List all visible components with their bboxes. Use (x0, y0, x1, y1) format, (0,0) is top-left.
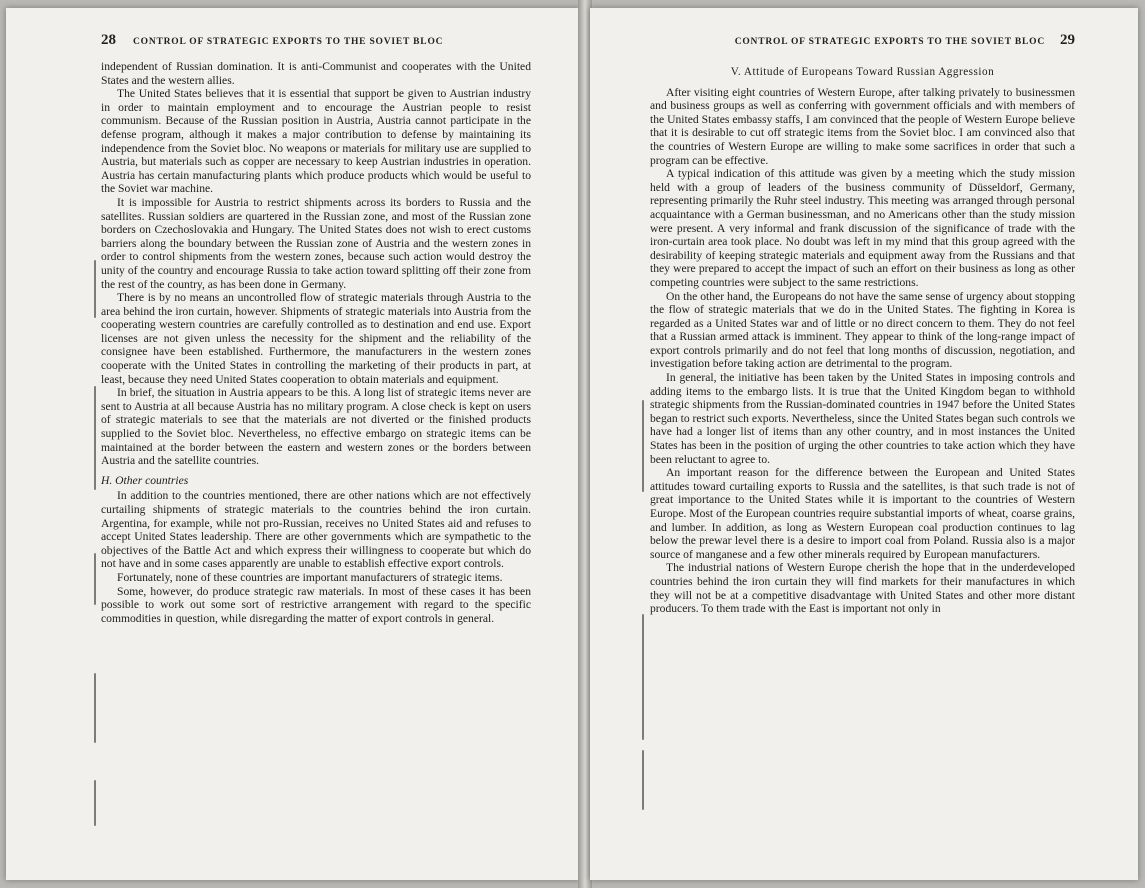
pencil-margin-mark (94, 553, 96, 605)
subheading-other-countries: H. Other countries (101, 473, 189, 487)
left-paragraph-5: In brief, the situation in Austria appears to be this. A long list of strategic items never are sent to Austria at all because Austria has no military program. A close check is kept on users of strategic materials to see that the materials are not diverted or the finished products supplied to the Soviet bloc. Nevertheless, no effective embargo on strategic items can be maintained at the border between the eastern and western zones or the borders between Austria and the satellite countries. (101, 386, 531, 468)
pencil-margin-mark (94, 780, 96, 826)
pencil-margin-mark (642, 614, 644, 740)
right-paragraph-5: An important reason for the difference between the European and United States attitudes toward curtailing exports to Russia and the satellites, is that such trade is not of great importance to the United States while it is important to the countries of Western Europe. Most of the European countries require substantial imports of wheat, coarse grains, and lumber. In addition, as long as Western European coal production continues to lag below the prewar level there is a desire to import coal from Poland. Russia also is a major source of manganese and a few other minerals required by European manufacturers. (650, 466, 1075, 561)
left-page-number: 28 (101, 32, 116, 48)
right-paragraph-2: A typical indication of this attitude was given by a meeting which the study mission held with a group of leaders of the business community of Düsseldorf, Germany, representing primarily the Ruhr steel industry. This meeting was arranged through personal acquaintance with a German businessman, and no Americans other than the study mission were present. A very informal and frank discussion of the significance of trade with the iron-curtain area took place. No doubt was left in my mind that this group agreed with the desirability of keeping strategic materials and equipment away from the Russians and that they were prepared to accept the impact of such an effort on their business as long as other competing countries were subject to the same restrictions. (650, 167, 1075, 289)
right-paragraph-4: In general, the initiative has been taken by the United States in imposing controls and adding items to the embargo lists. It is true that the United Kingdom began to withhold strategic shipments from the Russian-dominated countries in 1947 before the United States began to restrict such exports. Nevertheless, since the United States began such controls we have had a longer list of items than any other country, and in most instances the United States has been in the position of urging the other countries to take action which they have been reluctant to agree to. (650, 371, 1075, 466)
left-running-title: CONTROL OF STRATEGIC EXPORTS TO THE SOVIET BLOC (133, 37, 444, 47)
right-paragraph-3: On the other hand, the Europeans do not have the same sense of urgency about stopping the flow of strategic materials that we do in the United States. The fighting in Korea is regarded as a United States war and of little or no direct concern to them. They do not feel that a Russian armed attack is imminent. They appear to think of the long-range impact of export controls primarily and do not feel that long months of discussion, negotiation, and investigation before taking action are detrimental to the program. (650, 289, 1075, 371)
right-text-column (650, 60, 1075, 616)
right-running-head (690, 32, 1075, 49)
left-paragraph-7: Fortunately, none of these countries are important manufacturers of strategic items. (117, 570, 503, 584)
pencil-margin-mark (642, 400, 644, 492)
section-heading-attitude: V. Attitude of Europeans Toward Russian Aggression (730, 66, 995, 78)
pencil-margin-mark (94, 260, 96, 318)
pencil-margin-mark (94, 386, 96, 490)
pencil-margin-mark (642, 750, 644, 810)
left-page (6, 8, 580, 880)
right-paragraph-6: The industrial nations of Western Europe cherish the hope that in the underdeveloped countries behind the iron curtain they will find markets for their manufactures in which they will not be at a competitive disadvantage with United States and other more distant producers. To them trade with the East is important not only in (650, 561, 1075, 616)
left-paragraph-2: The United States believes that it is essential that support be given to Austrian industry in order to maintain employment and to encourage the Austrian people to resist communism. Because of the Russian position in Austria, Austria cannot participate in the defense program, although it makes a major contribution to defense by maintaining its independence from the Soviet bloc. No weapons or materials for military use are supplied to Austria, but materials such as copper are necessary to keep Austrian industries in operation. Austria has certain manufacturing plants which produce products which would be useful to the Soviet war machine. (101, 87, 531, 196)
left-running-head (101, 32, 531, 49)
right-page-number: 29 (1060, 32, 1075, 48)
right-running-title: CONTROL OF STRATEGIC EXPORTS TO THE SOVIET BLOC (734, 37, 1045, 47)
left-text-column (101, 60, 531, 625)
left-paragraph-1: independent of Russian domination. It is anti-Communist and cooperates with the United States and the western allies. (101, 60, 531, 87)
pencil-margin-mark (94, 673, 96, 743)
left-paragraph-3: It is impossible for Austria to restrict shipments across its borders to Russia and the satellites. Russian soldiers are quartered in the Russian zone, and most of the Russian zone borders on Czechoslovakia and Hungary. The United States does not wish to erect customs barriers along the boundary between the Russian zone of Austria and the western zones in order to control shipments from the western zones, because such action would destroy the unity of the country and encourage Russia to take action toward splitting off their zone from the rest of the country, as has been done in Germany. (101, 195, 531, 291)
right-page (590, 8, 1138, 880)
left-paragraph-6: In addition to the countries mentioned, there are other nations which are not effectively curtailing shipments of strategic materials to the countries behind the iron curtain. Argentina, for example, while not pro-Russian, receives no United States aid and refuses to accept United States leadership. There are other governments which are sympathetic to the objectives of the Battle Act and which express their willingness to cooperate but which do not have and in some cases apparently are unable to establish effective export controls. (101, 489, 531, 571)
left-paragraph-8: Some, however, do produce strategic raw materials. In most of these cases it has been possible to work out some sort of restrictive arrangement with regard to the specific commodities in question, while disregarding the matter of export controls in general. (101, 584, 531, 625)
left-paragraph-4: There is by no means an uncontrolled flow of strategic materials through Austria to the area behind the iron curtain, however. Shipments of strategic materials into Austria from the cooperating western countries are carefully controlled as to destination and end use. Export licenses are not given unless the necessity for the shipment and the reliability of the consignee have been established. Furthermore, the manufacturers in the western zones cooperate with the United States in controlling the marketing of their products in part, at least, because they need United States cooperation to obtain materials and equipment. (101, 291, 531, 386)
right-paragraph-1: After visiting eight countries of Western Europe, after talking privately to businessmen and business groups as well as conferring with government officials and with members of the United States embassy staffs, I am convinced that the people of Western Europe believe that it is desirable to cut off strategic items from the Soviet bloc. I am convinced also that the countries of Western Europe are willing to make some sacrifices in order that such a program can be effective. (650, 85, 1075, 167)
